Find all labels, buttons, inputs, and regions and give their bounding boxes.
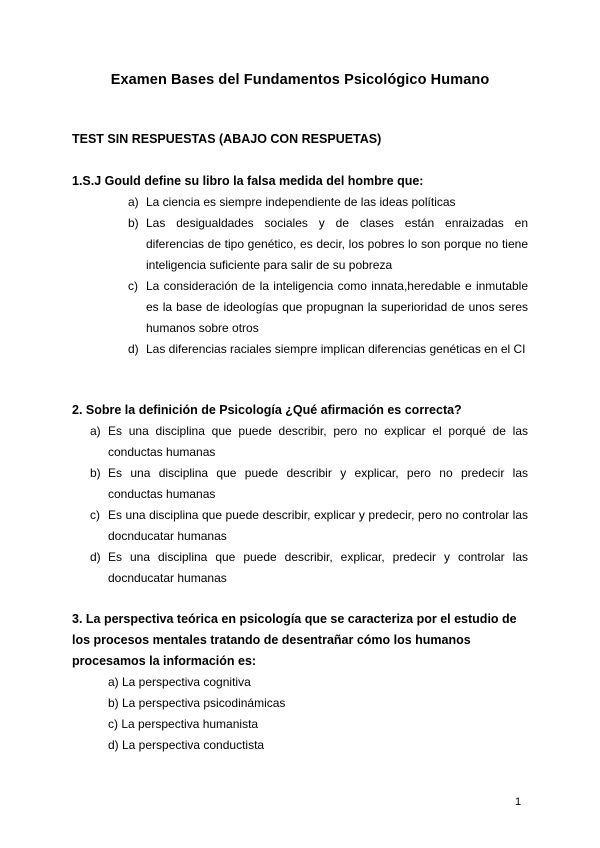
- option-label: a): [90, 424, 101, 438]
- option-text: Las diferencias raciales siempre implican diferencias genéticas en el CI: [146, 342, 526, 356]
- option-text: La consideración de la inteligencia como innata,heredable e inmutable es la base de ideologías que propugnan la superioridad de unos seres humanos sobre otros: [146, 279, 528, 335]
- question-1-option-d: [128, 339, 528, 360]
- question-2-option-a: [90, 421, 528, 463]
- option-text: Es una disciplina que puede describir y explicar, pero no predecir las conductas humanas: [108, 466, 528, 501]
- option-label: c): [90, 508, 100, 522]
- option-label: c): [128, 279, 138, 293]
- question-2-option-b: [90, 463, 528, 505]
- question-1-option-c: [128, 276, 528, 339]
- option-label: a): [128, 195, 139, 209]
- question-2-option-c: [90, 505, 528, 547]
- document-title: Examen Bases del Fundamentos Psicológico Humano: [110, 72, 490, 88]
- question-2-option-d: [90, 547, 528, 589]
- option-text: La ciencia es siempre independiente de las ideas políticas: [146, 195, 456, 209]
- option-label: b): [128, 216, 139, 230]
- option-text: Las desigualdades sociales y de clases están enraizadas en diferencias de tipo genético, es decir, los pobres lo son porque no tiene inteligencia suficiente para salir de su pobreza: [146, 216, 528, 272]
- question-2-text: 2. Sobre la definición de Psicología ¿Qué afirmación es correcta?: [72, 403, 462, 417]
- question-3-text: 3. La perspectiva teórica en psicología que se caracteriza por el estudio de los procesos mentales tratando de desentrañar cómo los humanos procesamos la información es:: [72, 612, 517, 668]
- question-3-option-d: d) La perspectiva conductista: [108, 738, 265, 752]
- option-text: Es una disciplina que puede describir, explicar, predecir y controlar las docnducatar humanas: [108, 550, 528, 585]
- option-label: d): [128, 342, 139, 356]
- question-3-option-a: a) La perspectiva cognitiva: [108, 675, 251, 689]
- option-label: b): [90, 466, 101, 480]
- question-3-option-b: b) La perspectiva psicodinámicas: [108, 696, 286, 710]
- option-label: d): [90, 550, 101, 564]
- option-text: Es una disciplina que puede describir, explicar y predecir, pero no controlar las docnducatar humanas: [108, 508, 528, 543]
- question-3-option-c: c) La perspectiva humanista: [108, 717, 259, 731]
- question-1-option-a: [128, 192, 528, 213]
- question-1-option-b: [128, 213, 528, 276]
- option-text: Es una disciplina que puede describir, pero no explicar el porqué de las conductas humanas: [108, 424, 528, 459]
- question-1-text: 1.S.J Gould define su libro la falsa medida del hombre que:: [72, 174, 424, 188]
- document-subtitle: TEST SIN RESPUESTAS (ABAJO CON RESPUETAS): [72, 132, 382, 146]
- page-number: 1: [515, 796, 522, 808]
